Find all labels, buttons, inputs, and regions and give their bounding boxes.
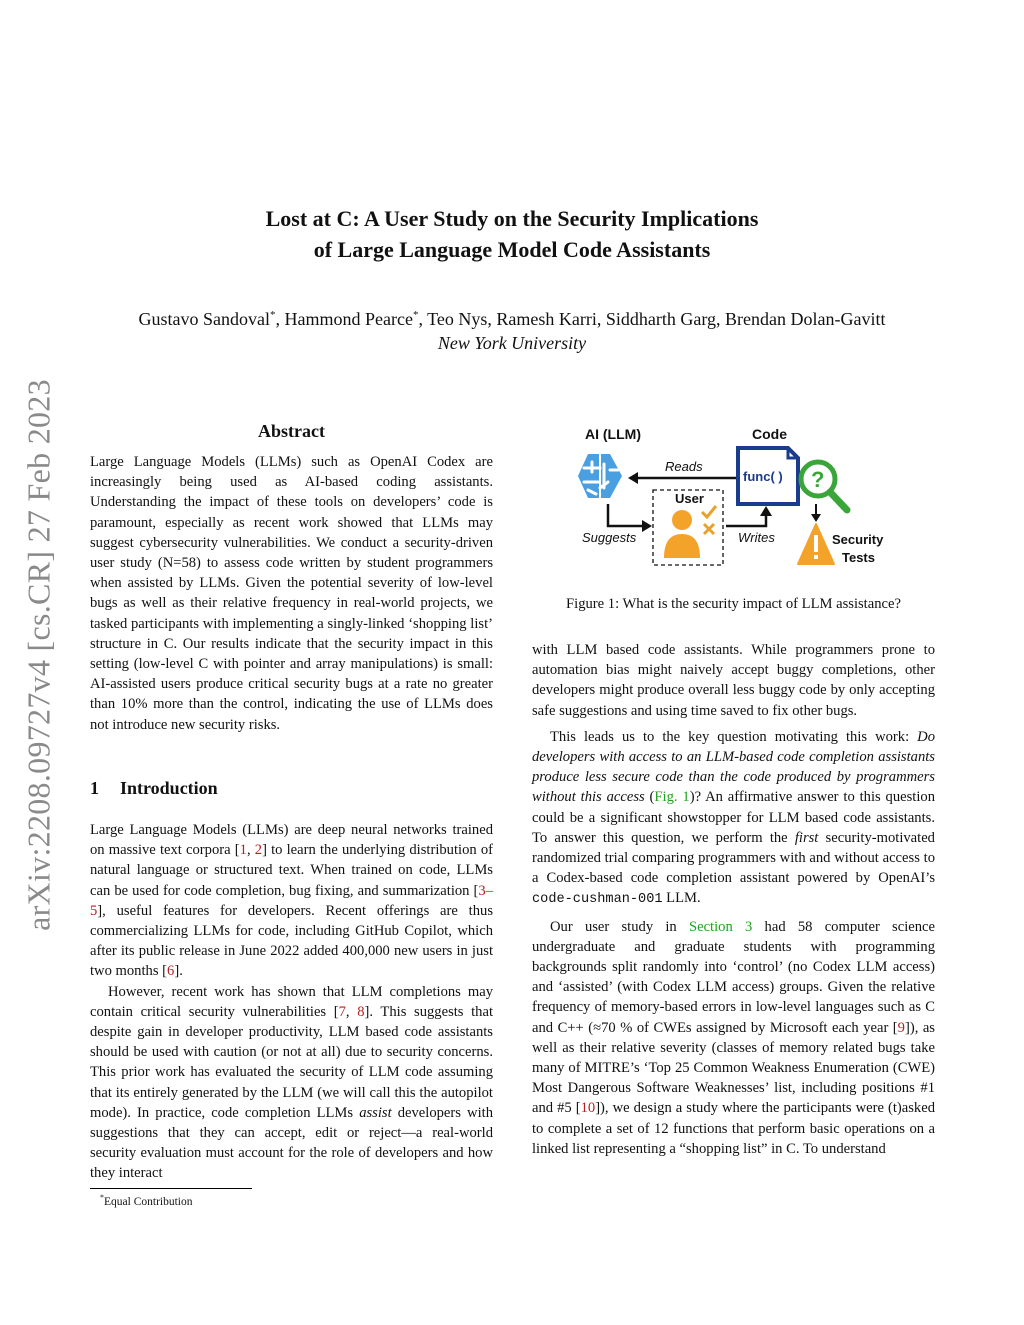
intro-paragraph-2: However, recent work has shown that LLM completions may contain critical security vulnerabilities [7, 8]. This suggests that despite gain in developer productivity, LLM based code assistants should be used with caution (or not at all) due to security concerns. This prior work has evaluated the security of LLM code assuming that its entirely generated by the LLM (we will call this the autopilot mode). In practice, code completion LLMs assist developers with suggestions that they can accept, edit or reject—a real-world security evaluation must account for the role of developers and how they interact — [90, 983, 494, 1182]
equal-contribution-mark: * — [412, 309, 419, 321]
label-suggests: Suggests — [582, 530, 637, 545]
magnifier-question-icon — [801, 462, 847, 510]
title-line-2: of Large Language Model Code Assistants — [313, 237, 711, 262]
paper-title — [0, 203, 1024, 265]
figure-caption: Figure 1: What is the security impact of LLM assistance? — [566, 596, 901, 612]
citation-link[interactable]: 6 — [167, 963, 175, 980]
label-tests: Tests — [842, 550, 875, 565]
label-writes: Writes — [738, 530, 775, 545]
citation-link[interactable]: 5 — [90, 902, 98, 919]
abstract-heading: Abstract — [258, 421, 325, 441]
abstract-text: Large Language Models (LLMs) such as OpenAI Codex are increasingly being used as AI-based coding assistants. Understanding the impact of these tools on developers’ code is paramount, especially as recent work showed that LLMs may suggest cybersecurity vulnerabilities. We conduct a security-driven user study (N=58) to assess code written by student programmers when assisted by LLMs. Given the potential severity of low-level bugs as well as their relative frequency in real-world projects, we tasked participants with implementing a singly-linked ‘shopping list’ structure in C. Our results indicate that the security impact in this setting (low-level C with pointer and array manipulations) is small: AI-assisted users produce critical security bugs at a rate no greater than 10% more than the control, indicating the use of LLMs does not introduce new security risks. — [90, 454, 493, 733]
footnote-rule — [90, 1188, 252, 1189]
label-user: User — [675, 491, 704, 506]
intro-paragraph-1: Large Language Models (LLMs) are deep neural networks trained on massive text corpora [1, 2] to learn the underlying distribution of natural language or structured text. When trained on code, LLMs can be used for code completion, bug fixing, and summarization [3–5], useful features for developers. Recent offerings are thus commercializing LLMs for code, including GitHub Copilot, which after its public release in June 2022 added 400,000 new users in just two months [6]. — [90, 822, 494, 980]
author-1: Gustavo Sandoval — [138, 309, 271, 329]
label-reads: Reads — [665, 459, 703, 474]
affiliation: New York University — [437, 333, 587, 353]
citation-link[interactable]: 3 — [478, 882, 486, 899]
warning-icon — [798, 524, 834, 564]
citation-link[interactable]: 2 — [254, 842, 263, 859]
brain-icon — [578, 454, 622, 498]
citation-link[interactable]: 1 — [239, 842, 247, 859]
abstract-body — [90, 452, 493, 735]
author-2: Hammond Pearce — [284, 309, 413, 329]
citation-link[interactable]: 10 — [580, 1100, 596, 1117]
suggests-arrow — [608, 504, 642, 526]
svg-text:?: ? — [811, 467, 825, 492]
citation-link[interactable]: 9 — [897, 1019, 905, 1036]
section-link[interactable]: Section 3 — [688, 918, 753, 935]
footnote-mark: * — [100, 1193, 104, 1202]
intro-body — [90, 820, 493, 1184]
author-list: Gustavo Sandoval*, Hammond Pearce*, Teo Nys, Ramesh Karri, Siddharth Garg, Brendan Dolan-Gavitt — [138, 309, 886, 329]
label-ai-llm: AI (LLM) — [585, 426, 641, 442]
footnote-text: Equal Contribution — [104, 1195, 193, 1208]
right-column-body — [532, 640, 935, 1159]
figure-link[interactable]: Fig. 1 — [654, 789, 690, 806]
arxiv-id: arXiv:2208.09727v4 [cs.CR] 27 Feb 2023 — [20, 379, 57, 931]
figure-1-diagram — [570, 424, 900, 574]
code-box-icon — [738, 448, 798, 504]
footnote — [100, 1193, 192, 1208]
section-heading — [90, 778, 218, 799]
label-code: Code — [752, 426, 787, 442]
writes-arrow — [726, 514, 766, 526]
author-block — [0, 303, 1024, 355]
right-paragraph-3: Our user study in Section 3 had 58 computer science undergraduate and graduate students with programming backgrounds split randomly into ‘control’ (no Codex LLM access) and ‘assisted’ (with Codex LLM access) groups. Given the relative frequency of memory-based errors in low-level languages such as C and C++ (≈70 % of CWEs assigned by Microsoft each year [9]), as well as their relative severity (classes of memory related bugs take many of MITRE’s ‘Top 25 Common Weakness Enumeration (CWE) Most Dangerous Software Weaknesses’ list, including positions #1 and #5 [10]), we design a study where the participants were (t)asked to complete a set of 12 functions that perform basic operations on a linked list representing a “shopping list” in C. To understand — [532, 918, 935, 1157]
title-line-1: Lost at C: A User Study on the Security Implications — [265, 206, 759, 231]
author-others: Teo Nys, Ramesh Karri, Siddharth Garg, Brendan Dolan-Gavitt — [427, 309, 886, 329]
label-security: Security — [832, 532, 884, 547]
user-icon — [664, 506, 716, 558]
section-number: 1 — [90, 778, 99, 798]
equal-contribution-mark: * — [270, 309, 276, 321]
arxiv-stamp — [14, 355, 64, 955]
right-paragraph-2: This leads us to the key question motivating this work: Do developers with access to an LLM-based code completion assistants produce less secure code than the code produced by programmers without this access (Fig. 1)? An affirmative answer to this question could be a significant showstopper for LLM based code assistants. To answer this question, we perform the first security-motivated randomized trial comparing programmers with and without access to a Codex-based code completion assistant powered by OpenAI’s code-cushman-001 LLM. — [532, 728, 936, 908]
citation-link[interactable]: 8 — [357, 1003, 365, 1020]
citation-link[interactable]: 7 — [338, 1003, 346, 1020]
section-title: Introduction — [120, 778, 218, 798]
model-name: code-cushman-001 — [532, 892, 663, 908]
right-paragraph-1: with LLM based code assistants. While programmers prone to automation bias might naively accept buggy completions, other developers might produce overall less buggy code by only accepting safe suggestions and using time saved to fix other bugs. — [532, 642, 935, 719]
func-label: func( ) — [743, 469, 783, 484]
